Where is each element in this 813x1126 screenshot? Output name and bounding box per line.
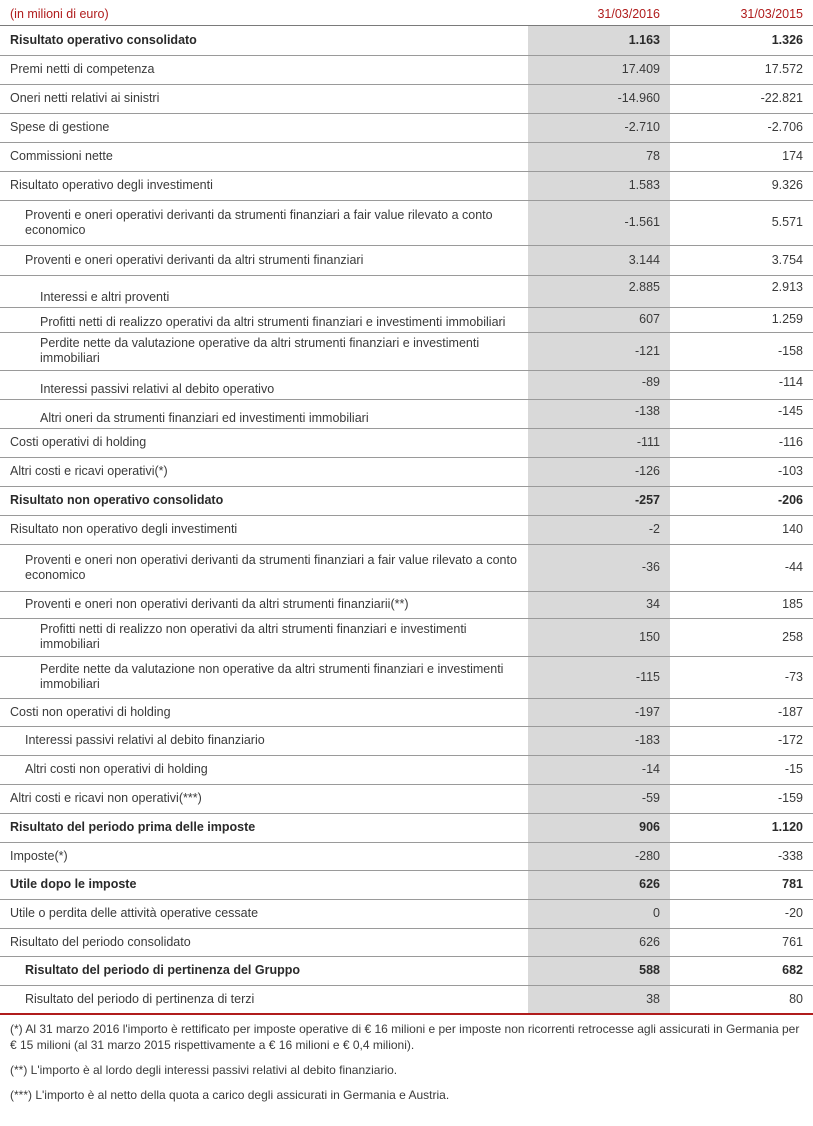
row-label: Oneri netti relativi ai sinistri (0, 84, 528, 113)
table-row (0, 870, 813, 899)
value-2015: 2.913 (670, 275, 813, 307)
value-2015: 17.572 (670, 55, 813, 84)
value-2015: 258 (670, 618, 813, 656)
table-row (0, 55, 813, 84)
table-row (0, 428, 813, 457)
value-2015: 185 (670, 591, 813, 618)
row-label: Interessi e altri proventi (0, 275, 528, 307)
row-label: Altri costi non operativi di holding (0, 755, 528, 784)
value-2015: 5.571 (670, 200, 813, 245)
value-2015: -159 (670, 784, 813, 813)
value-2015: -15 (670, 755, 813, 784)
value-2015: 174 (670, 142, 813, 171)
footnotes (0, 1015, 813, 1103)
value-2016: 38 (528, 985, 670, 1014)
row-label: Interessi passivi relativi al debito operativo (0, 370, 528, 399)
value-2015: -22.821 (670, 84, 813, 113)
row-label: Risultato del periodo di pertinenza di terzi (0, 985, 528, 1014)
table-row (0, 899, 813, 928)
row-label: Risultato operativo consolidato (0, 26, 528, 55)
row-label: Altri costi e ricavi operativi(*) (0, 457, 528, 486)
table-row (0, 142, 813, 171)
row-label: Proventi e oneri non operativi derivanti da altri strumenti finanziarii(**) (0, 591, 528, 618)
table-row (0, 113, 813, 142)
table-row (0, 755, 813, 784)
row-label: Altri costi e ricavi non operativi(***) (0, 784, 528, 813)
table-row (0, 457, 813, 486)
value-2016: 1.583 (528, 171, 670, 200)
value-2015: -2.706 (670, 113, 813, 142)
value-2015: -73 (670, 656, 813, 698)
row-label: Risultato operativo degli investimenti (0, 171, 528, 200)
value-2015: 682 (670, 956, 813, 985)
table-row (0, 928, 813, 956)
value-2016: 607 (528, 307, 670, 332)
row-label: Risultato del periodo consolidato (0, 928, 528, 956)
value-2016: 1.163 (528, 26, 670, 55)
value-2015: 781 (670, 870, 813, 899)
row-label: Proventi e oneri operativi derivanti da strumenti finanziari a fair value rilevato a conto economico (0, 200, 528, 245)
value-2015: -145 (670, 399, 813, 428)
value-2015: 3.754 (670, 245, 813, 275)
value-2015: 1.259 (670, 307, 813, 332)
value-2016: -111 (528, 428, 670, 457)
column-header-2015: 31/03/2015 (740, 7, 803, 21)
row-label: Interessi passivi relativi al debito finanziario (0, 726, 528, 755)
value-2015: 1.326 (670, 26, 813, 55)
value-2016: -2.710 (528, 113, 670, 142)
value-2015: -158 (670, 332, 813, 370)
row-label: Proventi e oneri non operativi derivanti da strumenti finanziari a fair value rilevato a conto economico (0, 544, 528, 591)
value-2015: -206 (670, 486, 813, 515)
table-row (0, 985, 813, 1014)
row-label: Utile dopo le imposte (0, 870, 528, 899)
value-2015: -172 (670, 726, 813, 755)
table-row (0, 726, 813, 755)
row-label: Premi netti di competenza (0, 55, 528, 84)
value-2016: -1.561 (528, 200, 670, 245)
value-2016: 3.144 (528, 245, 670, 275)
value-2016: 906 (528, 813, 670, 842)
row-label: Altri oneri da strumenti finanziari ed investimenti immobiliari (0, 399, 528, 428)
unit-label: (in milioni di euro) (10, 7, 109, 21)
value-2015: -116 (670, 428, 813, 457)
row-label: Risultato del periodo prima delle imposte (0, 813, 528, 842)
value-2016: -121 (528, 332, 670, 370)
value-2016: -280 (528, 842, 670, 870)
table-row (0, 245, 813, 275)
row-label: Risultato del periodo di pertinenza del Gruppo (0, 956, 528, 985)
value-2016: -2 (528, 515, 670, 544)
value-2016: -257 (528, 486, 670, 515)
table-row (0, 486, 813, 515)
table-row (0, 813, 813, 842)
value-2016: 78 (528, 142, 670, 171)
table-row (0, 370, 813, 399)
footnote: (*) Al 31 marzo 2016 l'importo è rettificato per imposte operative di € 16 milioni e per imposte non ricorrenti retrocesse agli assicurati in Germania per € 15 milioni (al 31 marzo 2015 rispettivamente a € 16 milioni e € 0,4 milioni). (10, 1022, 800, 1052)
value-2016: 626 (528, 928, 670, 956)
value-2015: 9.326 (670, 171, 813, 200)
table-row (0, 307, 813, 332)
table-row (0, 656, 813, 698)
row-label: Perdite nette da valutazione non operative da altri strumenti finanziari e investimenti immobiliari (0, 656, 528, 698)
table-row (0, 956, 813, 985)
column-header-2016: 31/03/2016 (597, 7, 660, 21)
value-2015: -114 (670, 370, 813, 399)
row-label: Spese di gestione (0, 113, 528, 142)
value-2015: 761 (670, 928, 813, 956)
table-row (0, 200, 813, 245)
row-label: Profitti netti di realizzo non operativi da altri strumenti finanziari e investimenti immobiliari (0, 618, 528, 656)
row-label: Costi non operativi di holding (0, 698, 528, 726)
income-statement-table (0, 26, 813, 1015)
value-2015: -20 (670, 899, 813, 928)
value-2015: -187 (670, 698, 813, 726)
table-row (0, 544, 813, 591)
value-2015: 140 (670, 515, 813, 544)
value-2016: 588 (528, 956, 670, 985)
value-2016: -126 (528, 457, 670, 486)
table-row (0, 332, 813, 370)
table-row (0, 84, 813, 113)
value-2016: -183 (528, 726, 670, 755)
value-2016: -138 (528, 399, 670, 428)
row-label: Imposte(*) (0, 842, 528, 870)
row-label: Risultato non operativo degli investimenti (0, 515, 528, 544)
value-2016: 0 (528, 899, 670, 928)
table-row (0, 515, 813, 544)
row-label: Perdite nette da valutazione operative da altri strumenti finanziari e investimenti immobiliari (0, 332, 528, 370)
row-label: Commissioni nette (0, 142, 528, 171)
value-2015: -338 (670, 842, 813, 870)
value-2016: -36 (528, 544, 670, 591)
value-2015: 1.120 (670, 813, 813, 842)
value-2015: 80 (670, 985, 813, 1014)
value-2016: -197 (528, 698, 670, 726)
value-2015: -44 (670, 544, 813, 591)
table-row (0, 26, 813, 55)
table-row (0, 399, 813, 428)
table-row (0, 618, 813, 656)
row-label: Costi operativi di holding (0, 428, 528, 457)
value-2016: 626 (528, 870, 670, 899)
table-row (0, 275, 813, 307)
value-2016: -115 (528, 656, 670, 698)
value-2016: -59 (528, 784, 670, 813)
table-header (0, 0, 813, 26)
value-2016: 2.885 (528, 275, 670, 307)
footnote: (**) L'importo è al lordo degli interessi passivi relativi al debito finanziario. (10, 1063, 398, 1077)
value-2016: -89 (528, 370, 670, 399)
row-label: Proventi e oneri operativi derivanti da altri strumenti finanziari (0, 245, 528, 275)
table-row (0, 784, 813, 813)
table-row (0, 171, 813, 200)
value-2016: -14.960 (528, 84, 670, 113)
table-row (0, 698, 813, 726)
value-2016: 150 (528, 618, 670, 656)
table-row (0, 842, 813, 870)
value-2015: -103 (670, 457, 813, 486)
row-label: Risultato non operativo consolidato (0, 486, 528, 515)
value-2016: 34 (528, 591, 670, 618)
row-label: Utile o perdita delle attività operative cessate (0, 899, 528, 928)
footnote: (***) L'importo è al netto della quota a carico degli assicurati in Germania e Austria. (10, 1088, 450, 1102)
table-row (0, 591, 813, 618)
row-label: Profitti netti di realizzo operativi da altri strumenti finanziari e investimenti immobiliari (0, 307, 528, 332)
value-2016: 17.409 (528, 55, 670, 84)
value-2016: -14 (528, 755, 670, 784)
